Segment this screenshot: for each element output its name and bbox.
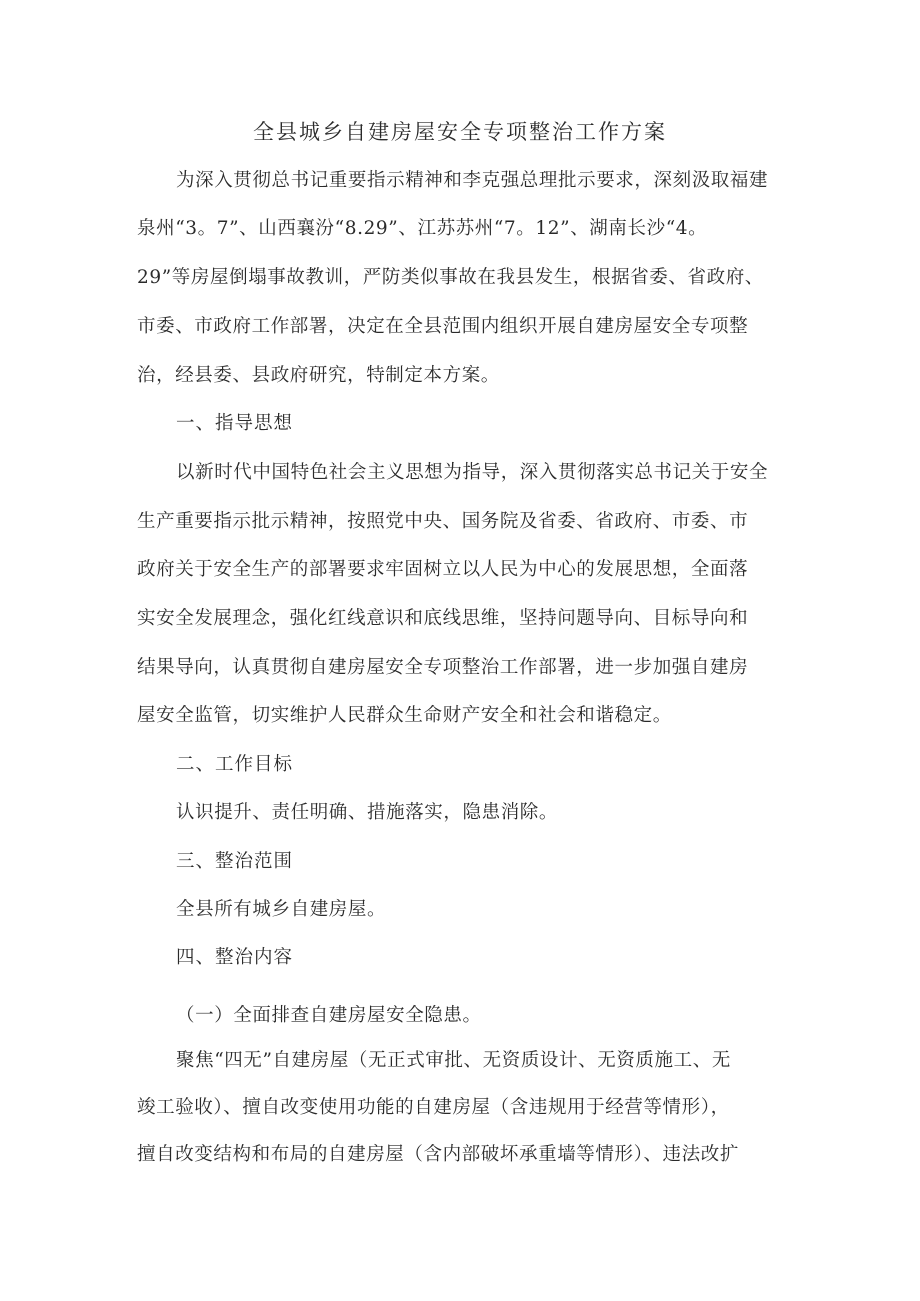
section4-line-2: 竣工验收）、擅自改变使用功能的自建房屋（含违规用于经营等情形）， xyxy=(137,1097,730,1118)
section4-line-3: 擅自改变结构和布局的自建房屋（含内部破坏承重墙等情形）、违法改扩 xyxy=(137,1144,739,1165)
section1-line-1: 以新时代中国特色社会主义思想为指导，深入贯彻落实总书记关于安全 xyxy=(176,462,769,483)
intro-line-5: 治，经县委、县政府研究，特制定本方案。 xyxy=(137,365,500,386)
section3-text: 全县所有城乡自建房屋。 xyxy=(176,899,387,920)
section4-line-1: 聚焦“四无”自建房屋（无正式审批、无资质设计、无资质施工、无 xyxy=(176,1050,731,1071)
intro-line-4: 市委、市政府工作部署，决定在全县范围内组织开展自建房屋安全专项整 xyxy=(137,316,749,337)
section4-heading: 四、整治内容 xyxy=(176,947,294,968)
section1-line-5: 结果导向，认真贯彻自建房屋安全专项整治工作部署，进一步加强自建房 xyxy=(137,657,749,678)
section1-line-2: 生产重要指示批示精神，按照党中央、国务院及省委、省政府、市委、市 xyxy=(137,511,749,532)
intro-line-2: 泉州“3。7”、山西襄汾“8.29”、江苏苏州“7。12”、湖南长沙“4。 xyxy=(137,218,708,239)
intro-line-1: 为深入贯彻总书记重要指示精神和李克强总理批示要求，深刻汲取福建 xyxy=(176,170,769,191)
section2-text: 认识提升、责任明确、措施落实，隐患消除。 xyxy=(176,802,559,823)
section1-line-6: 屋安全监管，切实维护人民群众生命财产安全和社会和谐稳定。 xyxy=(137,705,672,726)
section2-heading: 二、工作目标 xyxy=(176,754,294,775)
section1-line-4: 实安全发展理念，强化红线意识和底线思维，坚持问题导向、目标导向和 xyxy=(137,608,749,629)
section1-line-3: 政府关于安全生产的部署要求牢固树立以人民为中心的发展思想，全面落 xyxy=(137,559,749,580)
section3-heading: 三、整治范围 xyxy=(176,851,294,872)
section1-heading: 一、指导思想 xyxy=(176,413,294,434)
intro-line-3: 29”等房屋倒塌事故教训，严防类似事故在我县发生，根据省委、省政府、 xyxy=(137,267,764,288)
document-title: 全县城乡自建房屋安全专项整治工作方案 xyxy=(253,120,667,144)
section4-subheading: （一）全面排查自建房屋安全隐患。 xyxy=(176,1005,482,1026)
